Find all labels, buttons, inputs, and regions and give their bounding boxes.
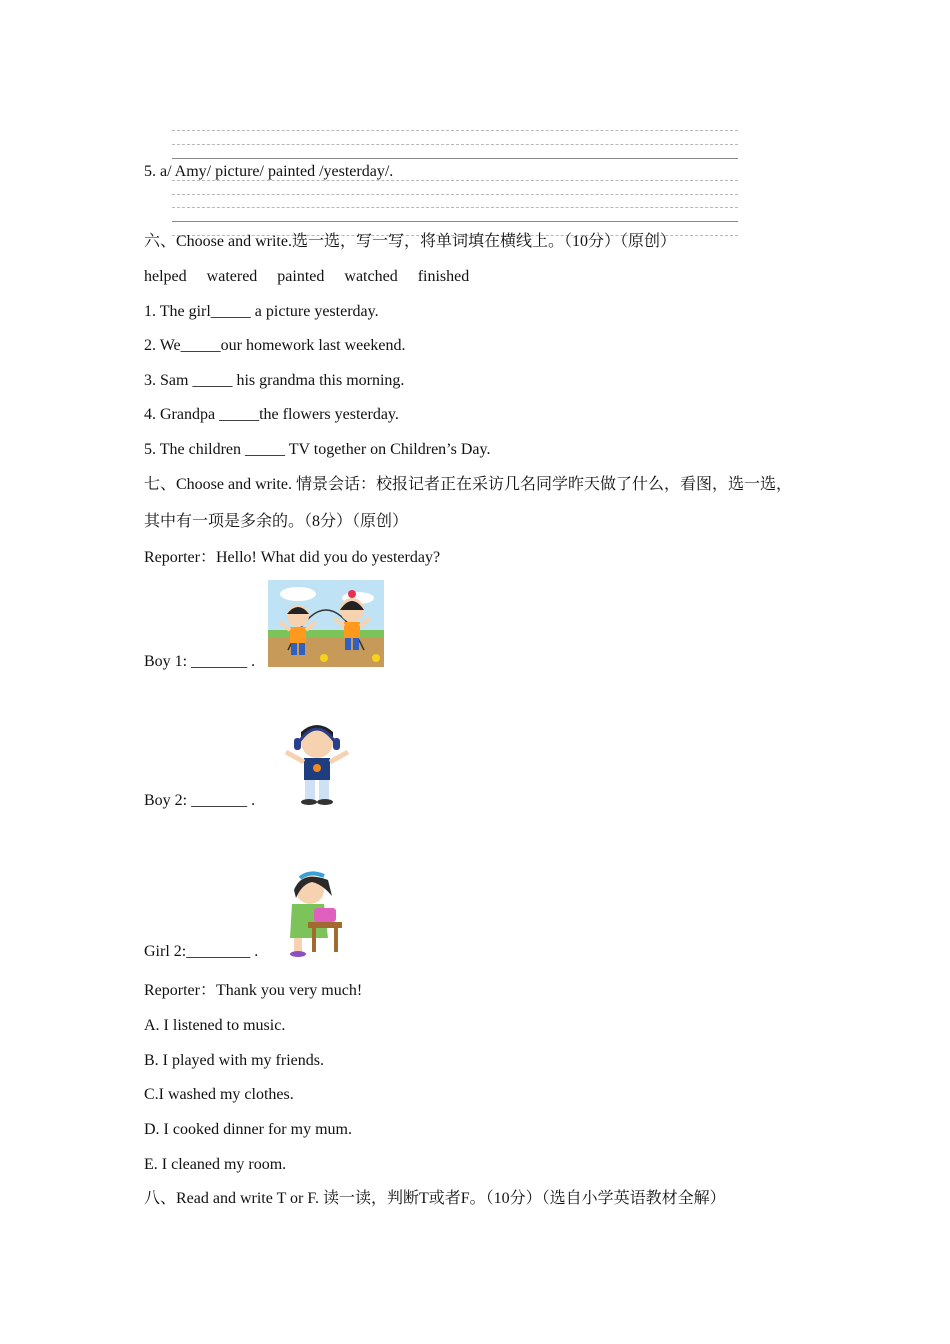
section-7-heading-cont: 其中有一项是多余的。（8分）（原创） [144,513,409,530]
section-6-item: 4. Grandpa _____the flowers yesterday. [144,406,399,423]
writing-line [172,207,738,208]
word-bank-item: finished [417,268,470,285]
word-bank-item: watered [206,268,258,285]
option-e: E. I cleaned my room. [144,1156,287,1173]
boy-2-answer: Boy 2: _______ . [144,792,256,809]
word-bank-item: painted [277,268,325,285]
girl-2-answer: Girl 2:________ . [144,943,259,960]
word-bank [144,267,485,287]
question-5-sentence: 5. a/ Amy/ picture/ painted /yesterday/. [144,163,394,180]
writing-line [172,221,738,222]
option-d: D. I cooked dinner for my mum. [144,1121,352,1138]
reporter-thanks: Reporter：Thank you very much! [144,982,363,999]
option-c: C.I washed my clothes. [144,1086,294,1103]
section-6-item: 5. The children _____ TV together on Children’s Day. [144,441,491,458]
section-6-item: 1. The girl_____ a picture yesterday. [144,303,379,320]
option-a: A. I listened to music. [144,1017,286,1034]
kids-playing-illustration [268,580,384,667]
reporter-question: Reporter：Hello! What did you do yesterday? [144,549,441,566]
section-6-item: 3. Sam _____ his grandma this morning. [144,372,405,389]
option-b: B. I played with my friends. [144,1052,324,1069]
section-8-heading: 八、Read and write T or F. 读一读，判断T或者F。（10分）（选自小学英语教材全解） [144,1190,726,1207]
boy-1-answer: Boy 1: _______ . [144,653,256,670]
writing-line [172,130,738,131]
writing-line [172,144,738,145]
boy-headphones-illustration [272,722,362,806]
writing-line [172,194,738,195]
section-6-heading: 六、Choose and write.选一选，写一写，将单词填在横线上。（10分）（原创） [144,233,676,250]
word-bank-item: helped [144,268,187,285]
writing-line [172,180,738,181]
writing-line [172,158,738,159]
section-7-heading: 七、Choose and write. 情景会话：校报记者正在采访几名同学昨天做了什么，看图，选一选， [144,476,792,493]
section-6-item: 2. We_____our homework last weekend. [144,337,406,354]
word-bank-item: watched [344,268,398,285]
girl-cooking-illustration [272,868,358,958]
